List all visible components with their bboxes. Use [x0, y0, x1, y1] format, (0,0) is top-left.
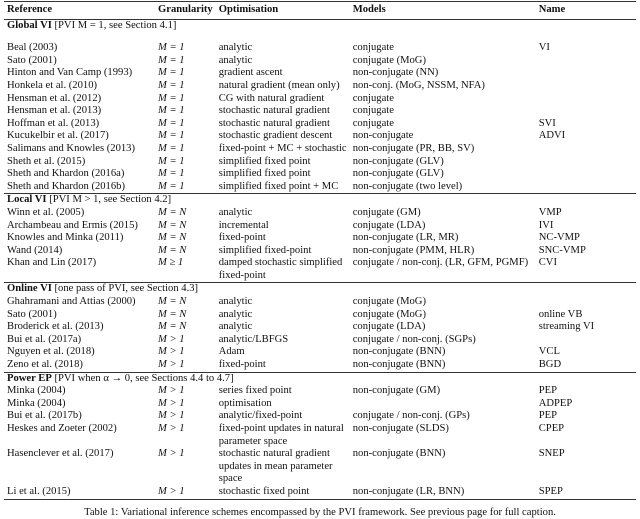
- table-row: [4, 309, 636, 322]
- cell-reference: Ghahramani and Attias (2000): [7, 296, 136, 308]
- cell-models: conjugate (MoG): [352, 54, 426, 66]
- cell-reference: Sheth and Khardon (2016a): [7, 168, 125, 180]
- cell-models: non-conjugate (NN): [352, 67, 439, 79]
- cell-models: non-conjugate (SLDS): [352, 423, 449, 434]
- cell-optimisation: analytic: [218, 308, 253, 320]
- cell-name: CVI: [538, 257, 557, 269]
- cell-granularity: M = 1: [158, 67, 185, 79]
- header-granularity: Granularity: [158, 4, 213, 15]
- cell-name: VCL: [538, 346, 560, 358]
- cell-name: [536, 143, 636, 156]
- table-row: [4, 359, 636, 372]
- cell-models: conjugate: [352, 92, 394, 104]
- cell-name: ADPEP: [538, 397, 573, 409]
- cell-name: [536, 55, 636, 68]
- cell-granularity: M > 1: [158, 485, 185, 497]
- cell-granularity: M > 1: [158, 448, 185, 460]
- cell-models: non-conjugate (GLV): [352, 155, 444, 167]
- cell-name: streaming VI: [538, 321, 595, 333]
- cell-reference: Beal (2003): [7, 42, 58, 54]
- cell-optimisation: CG with natural gradient: [218, 92, 325, 104]
- cell-optimisation: incremental: [218, 219, 269, 231]
- table-row: [4, 80, 636, 93]
- cell-reference: Sato (2001): [7, 308, 57, 320]
- table-row: [4, 42, 636, 55]
- cell-reference: Honkela et al. (2010): [7, 79, 98, 91]
- cell-optimisation: simplified fixed point: [218, 155, 311, 167]
- cell-granularity: M = 1: [158, 42, 185, 54]
- cell-granularity: M > 1: [158, 346, 185, 358]
- cell-reference: Hensman et al. (2012): [7, 92, 102, 104]
- cell-models: conjugate (MoG): [352, 296, 426, 308]
- cell-optimisation: Adam: [218, 346, 245, 358]
- section-heading: [4, 283, 636, 296]
- cell-models: conjugate: [352, 117, 394, 129]
- cell-granularity: M = 1: [158, 142, 185, 154]
- cell-reference: Nguyen et al. (2018): [7, 346, 95, 358]
- cell-optimisation: optimisation: [218, 397, 272, 409]
- cell-name: NC-VMP: [538, 232, 580, 244]
- cell-optimisation: fixed-point: [218, 232, 266, 244]
- cell-granularity: M = 1: [158, 105, 185, 117]
- cell-optimisation: gradient ascent: [218, 67, 283, 79]
- cell-optimisation: analytic: [218, 42, 253, 54]
- cell-granularity: M > 1: [158, 385, 185, 397]
- cell-optimisation: analytic/fixed-point: [218, 410, 303, 422]
- cell-reference: Sato (2001): [7, 54, 57, 66]
- cell-models: conjugate / non-conj. (LR, GFM, PGMF): [352, 257, 529, 269]
- section-note: [PVI M > 1, see Section 4.2]: [49, 194, 172, 206]
- cell-models: conjugate (MoG): [352, 308, 426, 320]
- cell-optimisation: analytic: [218, 54, 253, 66]
- section-global-vi: [4, 19, 636, 194]
- cell-reference: Hoffman et al. (2013): [7, 117, 100, 129]
- table-row: [4, 93, 636, 106]
- cell-optimisation: analytic: [218, 296, 253, 308]
- cell-name: BGD: [538, 359, 562, 371]
- cell-name: [536, 80, 636, 93]
- header-models: Models: [352, 4, 386, 15]
- cell-granularity: M = N: [158, 244, 187, 256]
- section-title: Online VI: [7, 283, 52, 295]
- table-row: [4, 232, 636, 245]
- cell-optimisation: stochastic natural gradient: [218, 105, 330, 117]
- cell-models: conjugate: [352, 42, 394, 54]
- table-row: [4, 105, 636, 118]
- cell-reference: Winn et al. (2005): [7, 206, 85, 218]
- cell-name: ADVI: [538, 130, 566, 142]
- cell-granularity: M = N: [158, 206, 187, 218]
- cell-reference: Kucukelbir et al. (2017): [7, 130, 109, 142]
- section-title: Local VI: [7, 194, 47, 206]
- cell-granularity: M = 1: [158, 79, 185, 91]
- cell-granularity: M = 1: [158, 168, 185, 180]
- table-row: [4, 486, 636, 499]
- cell-optimisation: simplified fixed-point: [218, 244, 312, 256]
- cell-optimisation: damped stochastic simplified fixed-point: [218, 257, 343, 281]
- table-row: [4, 321, 636, 334]
- cell-optimisation: analytic: [218, 321, 253, 333]
- cell-name: SVI: [538, 117, 556, 129]
- cell-models: non-conj. (MoG, NSSM, NFA): [352, 79, 485, 91]
- cell-name: online VB: [538, 308, 583, 320]
- cell-models: conjugate (LDA): [352, 219, 426, 231]
- table-row: [4, 410, 636, 423]
- cell-optimisation: analytic: [218, 206, 253, 218]
- cell-models: non-conjugate (two level): [352, 180, 463, 192]
- cell-models: conjugate (LDA): [352, 321, 426, 333]
- cell-name: VMP: [538, 206, 562, 218]
- cell-reference: Li et al. (2015): [7, 485, 71, 497]
- table-row: [4, 296, 636, 309]
- cell-models: conjugate: [352, 105, 394, 117]
- cell-optimisation: stochastic fixed point: [218, 485, 310, 497]
- table-row: [4, 168, 636, 181]
- section-local-vi: [4, 194, 636, 283]
- section-title: Global VI: [7, 19, 52, 31]
- table-row: [4, 156, 636, 169]
- cell-models: non-conjugate (LR, BNN): [352, 485, 465, 497]
- cell-models: conjugate (GM): [352, 206, 421, 218]
- cell-models: [350, 398, 536, 411]
- cell-reference: Broderick et al. (2013): [7, 321, 104, 333]
- cell-models: non-conjugate (BNN): [352, 448, 446, 460]
- cell-models: non-conjugate (GLV): [352, 168, 444, 180]
- cell-name: VI: [538, 42, 550, 54]
- cell-granularity: M = N: [158, 232, 187, 244]
- cell-name: [536, 181, 636, 194]
- cell-granularity: M > 1: [158, 397, 185, 409]
- cell-models: non-conjugate (BNN): [352, 359, 446, 371]
- section-online-vi: [4, 283, 636, 372]
- cell-name: PEP: [538, 410, 557, 422]
- cell-name: [536, 334, 636, 347]
- cell-name: [536, 93, 636, 106]
- table-row: [4, 55, 636, 68]
- table-row: [4, 67, 636, 80]
- spacer: [4, 32, 636, 42]
- cell-granularity: M > 1: [158, 359, 185, 371]
- cell-granularity: M = 1: [158, 130, 185, 142]
- cell-reference: Minka (2004): [7, 385, 66, 397]
- cell-granularity: M = 1: [158, 54, 185, 66]
- table-row: [4, 130, 636, 143]
- cell-optimisation: stochastic gradient descent: [218, 130, 333, 142]
- table-row: [4, 346, 636, 359]
- cell-reference: Wand (2014): [7, 244, 63, 256]
- cell-models: non-conjugate (LR, MR): [352, 232, 459, 244]
- cell-granularity: M = 1: [158, 180, 185, 192]
- cell-granularity: M > 1: [158, 333, 185, 345]
- cell-name: [536, 67, 636, 80]
- section-title: Power EP: [7, 372, 52, 384]
- cell-granularity: M = N: [158, 219, 187, 231]
- table-row: [4, 257, 636, 283]
- cell-name: [536, 105, 636, 118]
- cell-optimisation: fixed-point + MC + stochastic: [218, 142, 347, 154]
- cell-name: SNEP: [538, 448, 565, 460]
- cell-reference: Bui et al. (2017b): [7, 410, 82, 422]
- cell-models: conjugate / non-conj. (GPs): [352, 410, 470, 422]
- cell-name: [536, 168, 636, 181]
- section-note: [one pass of PVI, see Section 4.3]: [54, 283, 199, 295]
- cell-name: [536, 296, 636, 309]
- section-heading: [4, 194, 636, 207]
- cell-models: conjugate / non-conj. (SGPs): [352, 333, 476, 345]
- cell-optimisation: simplified fixed point: [218, 168, 311, 180]
- section-heading: [4, 372, 636, 385]
- cell-name: PEP: [538, 385, 557, 397]
- table-row: [4, 448, 636, 486]
- cell-reference: Minka (2004): [7, 397, 66, 409]
- cell-reference: Hasenclever et al. (2017): [7, 448, 114, 460]
- section-note: [PVI M = 1, see Section 4.1]: [54, 19, 177, 31]
- cell-optimisation: fixed-point: [218, 359, 266, 371]
- cell-optimisation: stochastic natural gradient updates in mean parameter space: [218, 448, 333, 485]
- table-row: [4, 220, 636, 233]
- cell-name: IVI: [538, 219, 554, 231]
- cell-reference: Zeno et al. (2018): [7, 359, 83, 371]
- table-row: [4, 118, 636, 131]
- cell-granularity: M = 1: [158, 117, 185, 129]
- table-row: [4, 143, 636, 156]
- schemes-table: [4, 1, 636, 500]
- cell-granularity: M > 1: [158, 410, 185, 422]
- cell-reference: Bui et al. (2017a): [7, 333, 82, 345]
- cell-granularity: M = 1: [158, 155, 185, 167]
- cell-granularity: M ≥ 1: [158, 257, 184, 269]
- section-power-ep: [4, 372, 636, 499]
- cell-models: non-conjugate (BNN): [352, 346, 446, 358]
- section-note: [PVI when α → 0, see Sections 4.4 to 4.7]: [54, 372, 234, 384]
- cell-granularity: M = N: [158, 321, 187, 333]
- cell-optimisation: series fixed point: [218, 385, 292, 397]
- table-header: [4, 2, 636, 20]
- table-row: [4, 334, 636, 347]
- cell-models: non-conjugate (PMM, HLR): [352, 244, 475, 256]
- cell-optimisation: stochastic natural gradient: [218, 117, 330, 129]
- cell-granularity: M > 1: [158, 423, 185, 434]
- cell-reference: Salimans and Knowles (2013): [7, 142, 135, 154]
- header-optimisation: Optimisation: [218, 4, 279, 15]
- table-row: [4, 245, 636, 258]
- cell-reference: Heskes and Zoeter (2002): [7, 423, 117, 434]
- section-heading: [4, 19, 636, 32]
- table-row: [4, 423, 636, 448]
- cell-granularity: M = 1: [158, 92, 185, 104]
- cell-models: non-conjugate (PR, BB, SV): [352, 142, 475, 154]
- table-row: [4, 398, 636, 411]
- cell-reference: Knowles and Minka (2011): [7, 232, 124, 244]
- table-row: [4, 207, 636, 220]
- header-name: Name: [538, 4, 566, 15]
- cell-name: [536, 156, 636, 169]
- cell-granularity: M = N: [158, 308, 187, 320]
- cell-reference: Hinton and Van Camp (1993): [7, 67, 133, 79]
- table-row: [4, 181, 636, 194]
- cell-name: SPEP: [538, 485, 563, 497]
- table-caption: Table 1: Variational inference schemes encompassed by the PVI framework. See previous page for full caption.: [84, 506, 556, 518]
- cell-optimisation: simplified fixed point + MC: [218, 180, 339, 192]
- cell-granularity: M = N: [158, 296, 187, 308]
- cell-optimisation: natural gradient (mean only): [218, 79, 340, 91]
- table-row: [4, 385, 636, 398]
- cell-models: non-conjugate: [352, 130, 414, 142]
- cell-reference: Hensman et al. (2013): [7, 105, 102, 117]
- cell-name: SNC-VMP: [538, 244, 586, 256]
- cell-name: CPEP: [538, 423, 565, 434]
- cell-reference: Sheth and Khardon (2016b): [7, 180, 125, 192]
- cell-optimisation: analytic/LBFGS: [218, 333, 289, 345]
- cell-reference: Khan and Lin (2017): [7, 257, 97, 269]
- header-reference: Reference: [7, 4, 53, 15]
- cell-models: non-conjugate (GM): [352, 385, 441, 397]
- cell-reference: Archambeau and Ermis (2015): [7, 219, 138, 231]
- cell-reference: Sheth et al. (2015): [7, 155, 86, 167]
- cell-optimisation: fixed-point updates in natural parameter space: [218, 423, 344, 447]
